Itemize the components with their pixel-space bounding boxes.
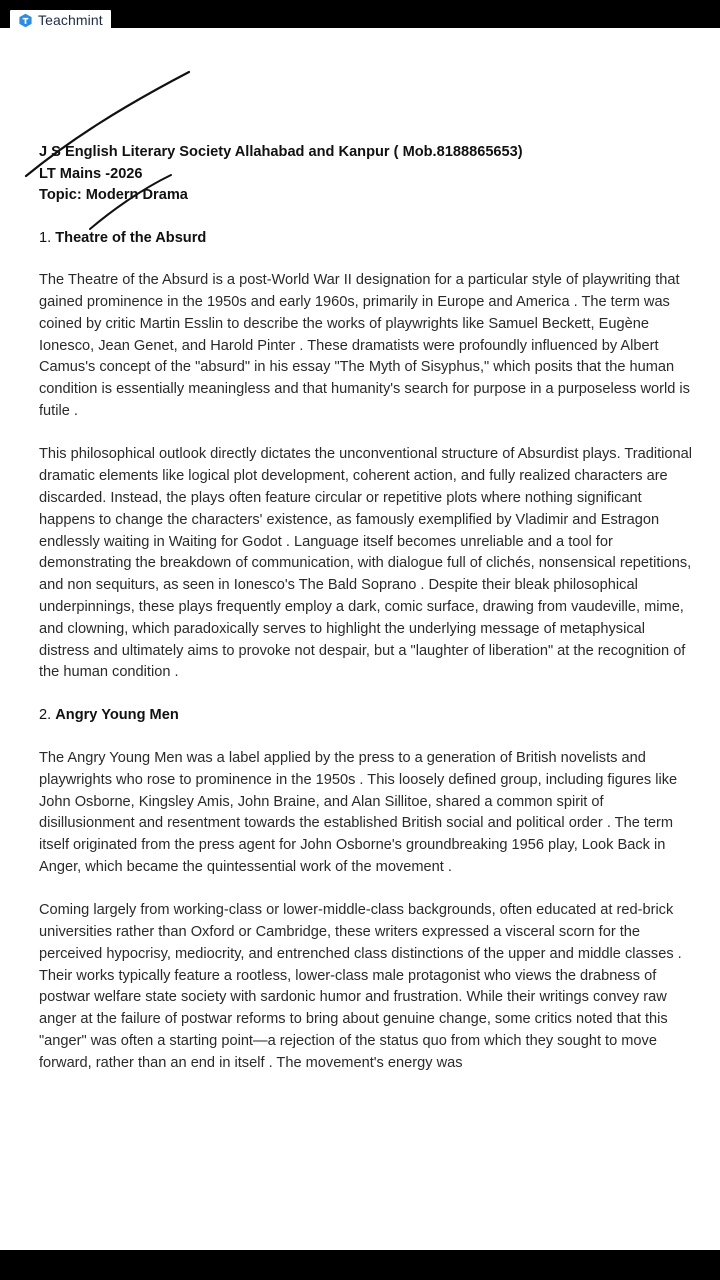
document-page [0, 28, 720, 1250]
teachmint-logo-icon [18, 13, 33, 28]
brand-name: Teachmint [38, 12, 103, 28]
section-heading-angry-young-men [39, 705, 699, 727]
section-title: Angry Young Men [55, 707, 179, 724]
bottom-bar [0, 1250, 720, 1280]
paragraph: The Theatre of the Absurd is a post-World War II designation for a particular style of playwriting that gained prominence in the 1950s and early 1960s, primarily in Europe and America . The term was coined by critic Martin Esslin to describe the works of playwrights like Samuel Beckett, Eugène Ionesco, Jean Genet, and Harold Pinter . These dramatists were profoundly influenced by Albert Camus's concept of the "absurd" in his essay "The Myth of Sisyphus," which posits that the human condition is essentially meaningless and that humanity's search for purpose in a purposeless world is futile . [39, 272, 690, 420]
section-heading-absurd [39, 228, 699, 250]
top-bar [0, 0, 720, 28]
section-title: Theatre of the Absurd [55, 229, 207, 246]
society-header: J S English Literary Society Allahabad and Kanpur ( Mob.8188865653) [39, 144, 523, 160]
teachmint-watermark [10, 10, 111, 30]
exam-title: LT Mains -2026 [39, 165, 143, 182]
document-content [39, 142, 699, 1075]
section-number: 2. [39, 707, 52, 724]
paragraph: Coming largely from working-class or lower-middle-class backgrounds, often educated at red-brick universities rather than Oxford or Cambridge, these writers expressed a visceral scorn for the perceived hypocrisy, mediocrity, and entrenched class distinctions of the upper and middle classes . Their works typically feature a rootless, lower-class male protagonist who views the drabness of postwar welfare state society with sardonic humor and frustration. While their writings convey raw anger at the failure of postwar reforms to bring about genuine change, some critics noted that this "anger" was often a starting point—a rejection of the status quo from which they sought to move forward, rather than an end in itself . The movement's energy was [39, 902, 682, 1071]
paragraph: This philosophical outlook directly dictates the unconventional structure of Absurdist plays. Traditional dramatic elements like logical plot development, coherent action, and fully realized characters are discarded. Instead, the plays often feature circular or repetitive plots where nothing significant happens to change the characters' existence, as famously exemplified by Vladimir and Estragon endlessly waiting in Waiting for Godot . Language itself becomes unreliable and a tool for demonstrating the breakdown of communication, with dialogue full of clichés, nonsensical repetitions, and non sequiturs, as seen in Ionesco's The Bald Soprano . Despite their bleak philosophical underpinnings, these plays frequently employ a dark, comic surface, drawing from vaudeville, mime, and clowning, which paradoxically serves to highlight the underlying message of metaphysical distress and ultimately aims to provoke not despair, but a "laughter of liberation" at the recognition of the human condition . [39, 446, 693, 681]
section-number: 1. [39, 229, 52, 246]
topic-title: Topic: Modern Drama [39, 187, 188, 203]
paragraph: The Angry Young Men was a label applied by the press to a generation of British novelists and playwrights who rose to prominence in the 1950s . This loosely defined group, including figures like John Osborne, Kingsley Amis, John Braine, and Alan Sillitoe, shared a common spirit of disillusionment and resentment towards the established British social and political order . The term itself originated from the press agent for John Osborne's groundbreaking 1956 play, Look Back in Anger, which became the quintessential work of the movement . [39, 749, 678, 875]
